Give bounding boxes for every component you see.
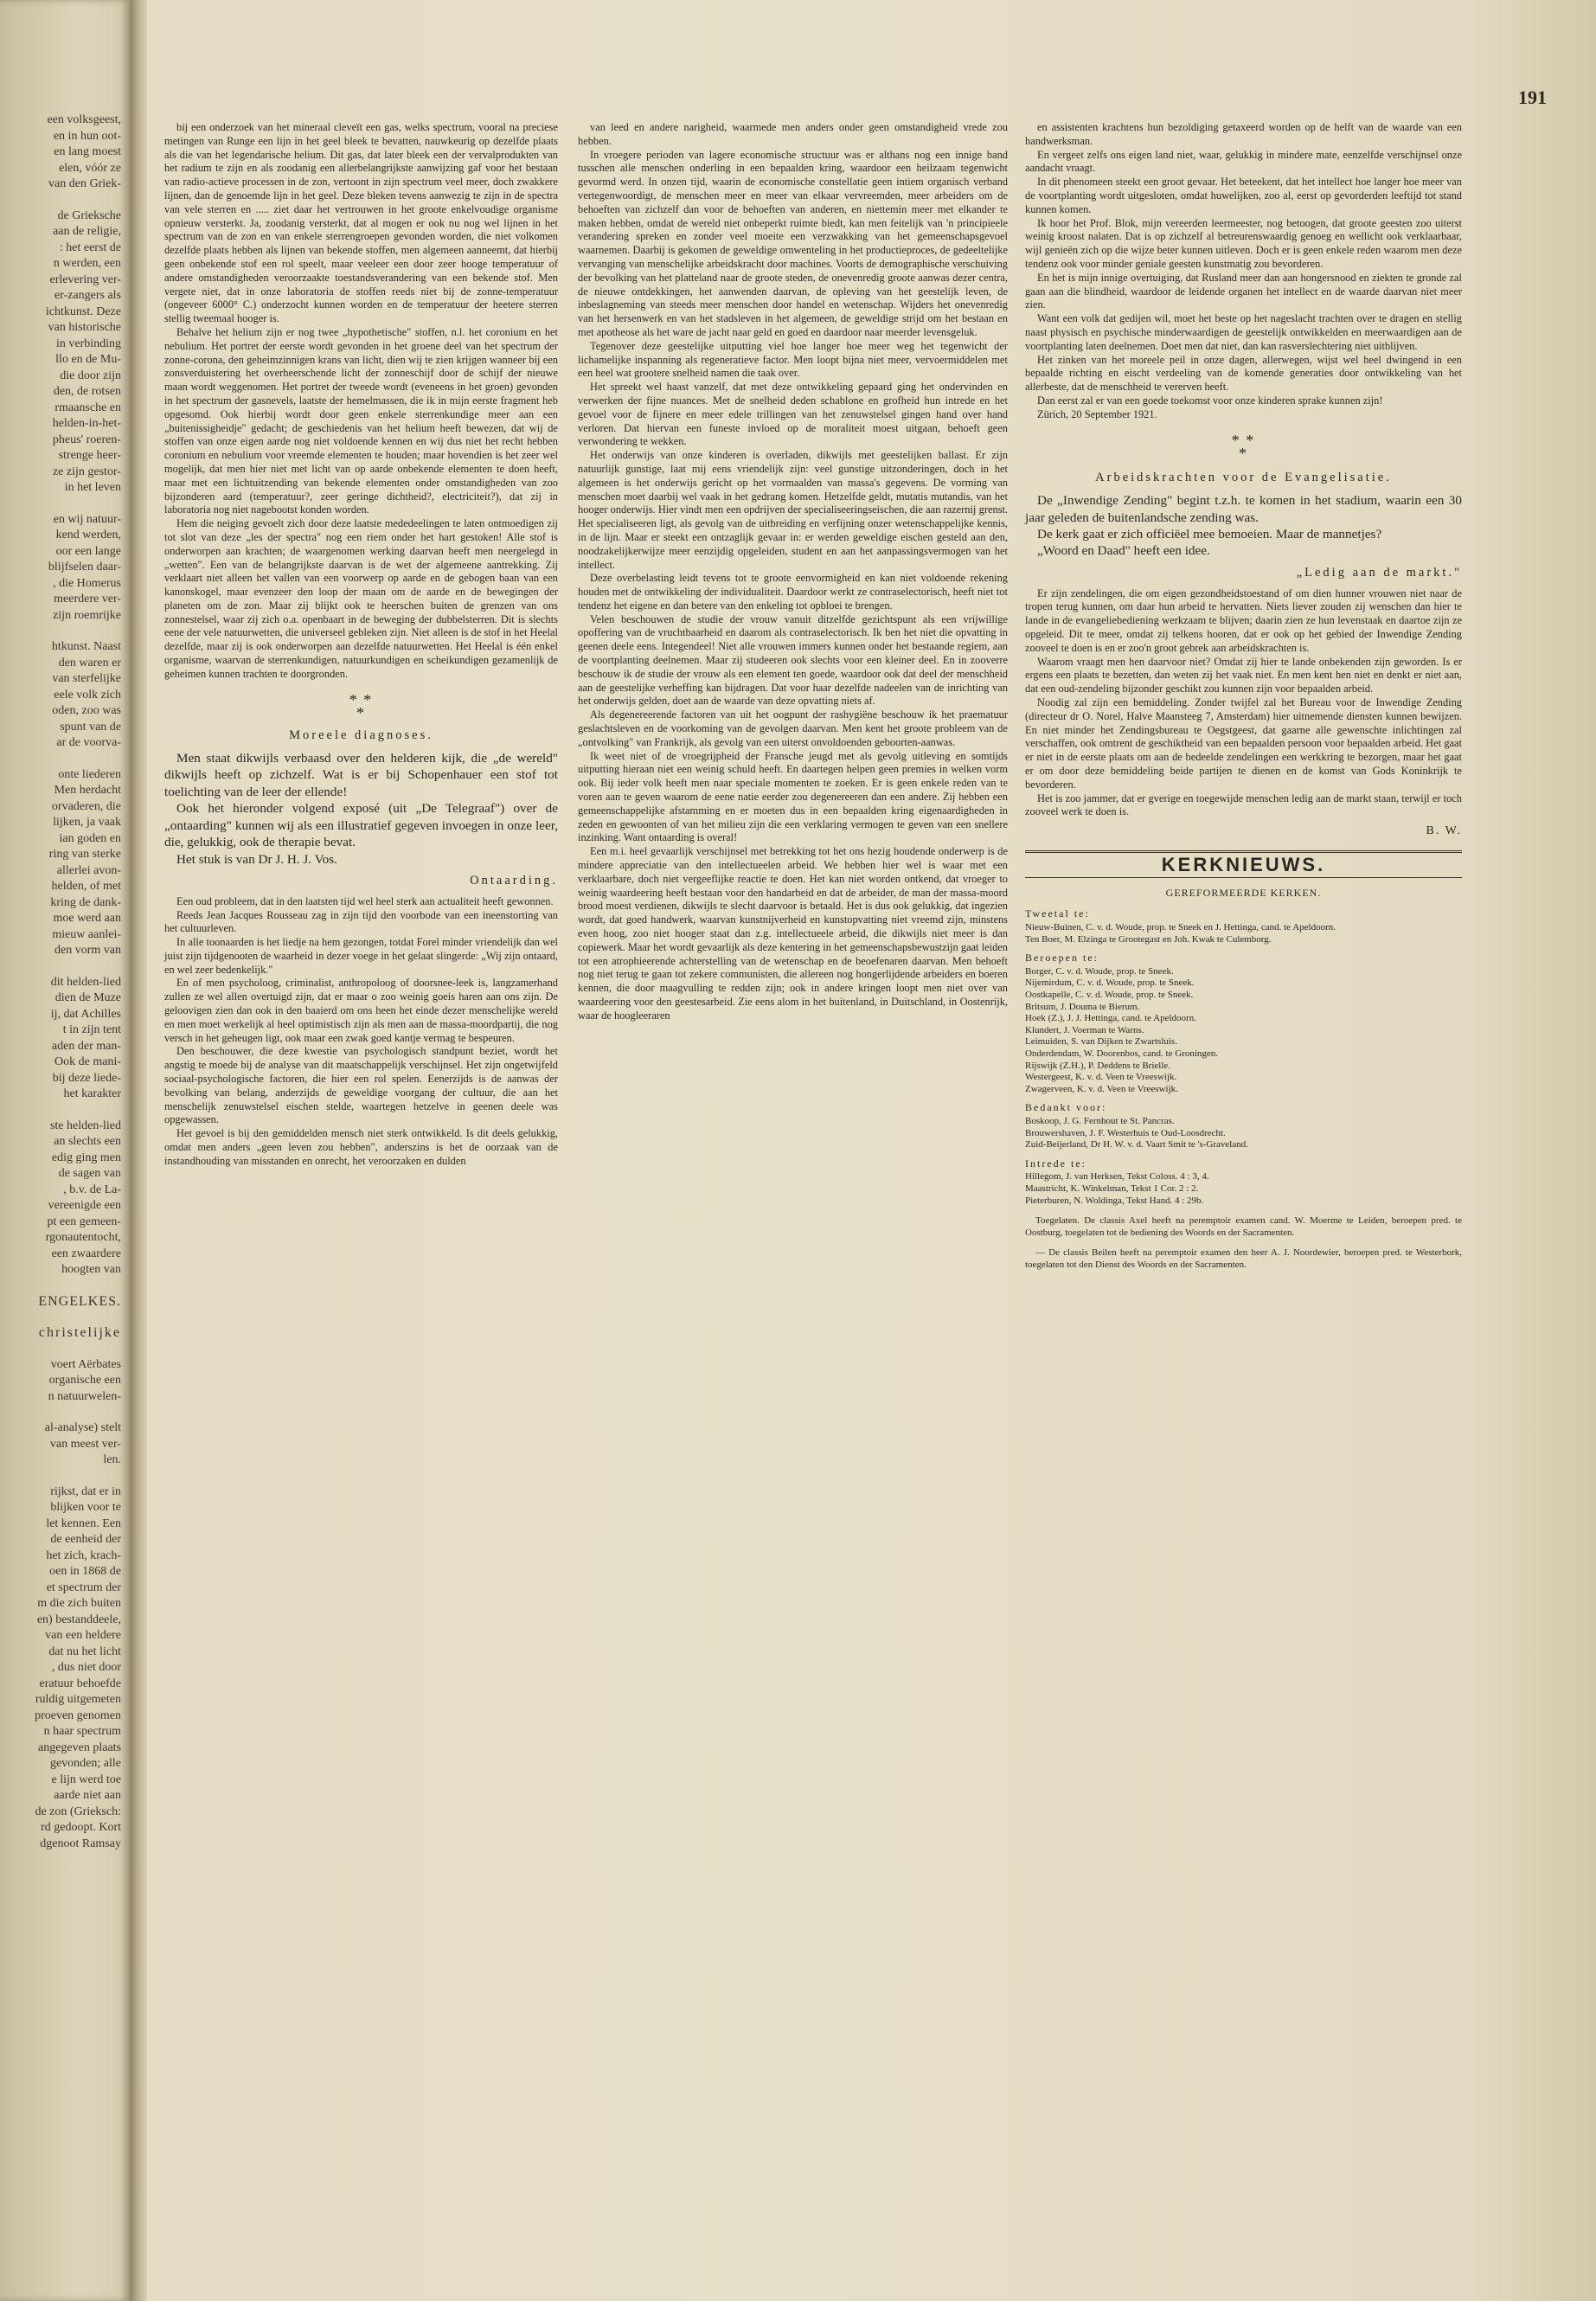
previous-page-line: rd gedoopt. Kort <box>41 1821 121 1834</box>
paragraph: Een oud probleem, dat in den laatsten tijd wel heel sterk aan actualiteit heeft gewonnen. <box>176 894 554 907</box>
listing-entry: Onderdendam, W. Doorenbos, cand. te Groningen. <box>1025 1048 1219 1060</box>
kerknieuws-note: Toegelaten. De classis Axel heeft na peremptoir examen cand. W. Moerme te Leiden, beroepen pred. te Oostburg, toegelaten tot de bediening des Woords en der Sacramenten. <box>1025 1215 1462 1238</box>
previous-page-line: een volksgeest, <box>47 113 121 126</box>
previous-page-line: rgonautentocht, <box>45 1231 121 1244</box>
paragraph: Velen beschouwen de studie der vrouw vanuit ditzelfde gezichtspunt als een vrijwillige opoffering van de vruchtbaarheid en daarom als contraselectorisch. Ik ben het niet die opvatting in geenen deele eens. Integendeel! Niet alle vrouwen immers kunnen onder het bestaande regiem, aan de voortplanting deelnemen. Maar zij studeeren ook slechts voor een kleiner deel. En in zooverre beschouw ik de studie der vrouw als een element ten goede, waardoor ook dat deel der menschheid aan de geestelijke verheffing kan bijdragen. Dat voor haar dezelfde nadeelen van de inrichting van het onderwijs gelden, doet aan de waarde van deze opvatting niets af. <box>578 612 1008 708</box>
listing-entry: Westergeest, K. v. d. Veen te Vreeswijk. <box>1025 1072 1177 1083</box>
paragraph: Het is zoo jammer, dat er gverige en toegewijde menschen ledig aan de markt staan, terwijl er toch zooveel werk te doen is. <box>1025 792 1462 818</box>
listing-entry: Hillegom, J. van Herksen, Tekst Coloss. 4 : 3, 4. <box>1025 1171 1209 1183</box>
previous-page-line: rmaansche en <box>54 401 121 414</box>
ledig-aan-de-markt-paragraphs <box>1025 587 1462 820</box>
previous-page-line: ruldig uitgemeten <box>35 1693 121 1706</box>
paragraph: En of men psycholoog, criminalist, anthropoloog of doorsnee-leek is, langzamerhand zullen ze wel allen overtuigd zijn, dat er maar o zoo weinig goeis haren aan ons zijn. De geloovigen zien dan ook in den baaierd om ons heen het einde dezer menschelijke wereld en men moet werkelijk al heel optimistisch zijn als men aan de massa-moordpartij, die nog versch in het geheugen ligt, ook maar een zwak goed kantje vermag te bespeuren. <box>164 977 558 1044</box>
listing-entry: Rijswijk (Z.H.), P. Deddens te Brielle. <box>1025 1060 1171 1071</box>
previous-page-edge <box>0 0 130 2301</box>
arbeidskrachten-intro-paragraphs <box>1025 492 1462 560</box>
section-separator: * * * <box>1231 431 1256 463</box>
paragraph: Hem die neiging gevoelt zich door deze laatste mededeelingen te laten ontmoedigen zij tot slot van deze „les der spectra" nog een riem onder het hart gestoken! Alle stof is onderworpen aan krachten; de waargenomen werking daarvan heeft men neergelegd in „wetten". Een van de belangrijkste daarvan is de wet der algemeene aantrekking. Zij verklaart niet alleen het vallen van een voorwerp op aarde en de gebogen baan van een kanonskogel, maar evenzeer den loop der maan om de aarde en de bewegingen der planeten om de zon. Maar zij blijkt ook te heerschen buiten de grenzen van ons zonnestelsel, waar zij zich o.a. openbaart in de beweging der dubbelsterren. Dit is slechts eene der vele natuurwetten, die universeel gebleken zijn. Niet alleen is de stof in het Heelal dezelfde, maar zij is ook onderworpen aan dezelfde natuurwetten. Het Heelal is één enkel organisme, waarvan de sterrenkundigen, natuurkundigen en scheikundigen gezamenlijk de geheimen kunnen trachten te doorgronden. <box>164 517 558 680</box>
previous-page-line: de zon (Grieksch: <box>35 1804 121 1818</box>
previous-page-line: ENGELKES. <box>38 1293 121 1309</box>
page-number: 191 <box>1518 87 1547 108</box>
section-rule <box>1025 850 1462 853</box>
previous-page-line: helden-in-het- <box>52 417 121 430</box>
paragraph: Ook het hieronder volgend exposé (uit „De Telegraaf") over de „ontaarding" kunnen wij als een illustratief gegeven invoegen in onze leer, die, gelukkig, ook de therapie bevat. <box>164 801 558 850</box>
listing-entry: Nijemirdum, C. v. d. Woude, prop. te Sneek. <box>1025 977 1195 989</box>
previous-page-line: an slechts een <box>54 1135 121 1148</box>
kerknieuws-notes <box>1025 1215 1462 1271</box>
previous-page-line: m die zich buiten <box>37 1597 121 1610</box>
previous-page-line: blijken voor te <box>50 1501 121 1514</box>
gereformeerde-kerken-subheading: GEREFORMEERDE KERKEN. <box>1165 886 1322 899</box>
ontaarding-continued-paragraphs <box>578 121 1008 1023</box>
paragraph: Het stuk is van Dr J. H. J. Vos. <box>176 851 337 867</box>
previous-page-line: al-analyse) stelt <box>44 1421 121 1434</box>
previous-page-line: angegeven plaats <box>37 1740 121 1754</box>
previous-page-line: lijken, ja vaak <box>53 816 121 829</box>
ontaarding-conclusion-paragraphs <box>1025 121 1462 408</box>
previous-page-line: blijfselen daar- <box>48 561 121 574</box>
previous-page-line: mieuw aanlei- <box>52 927 121 941</box>
previous-page-line: n werden, een <box>53 257 121 270</box>
previous-page-line: ar de voorva- <box>56 736 121 749</box>
paragraph: In vroegere perioden van lagere economische structuur was er althans nog een innige band tusschen alle menschen onderling in een bepaalden kring, waardoor een heilzaam tegenwicht gevormd werd. In onzen tijd, waarin de economische constellatie geen intiem organisch verband vertegenwoordigt, de menschen meer en meer van elkaar vervreemden, meer arbeiders om de behoeften van zichzelf dan voor de behoeften van anderen, en niettemin meer met elkander te maken hebben, omdat de wereld niet onbeperkt ruimte biedt, kan men feitelijk van 'n principieele verandering spreken en zonder veel moeite een verzwakking van het gemeenschapsgevoel waarnemen. Daarbij is gekomen de geweldige omwenteling in het productieproces, de gedeeltelijke vervanging van menschelijke arbeidskracht door machines. Voorts de demographische verschuiving der bevolking van het platteland naar de groote steden, de onevenredig groote aanwas dezer centra, de nieuwe ontdekkingen, het aanwenden daarvan, de opleving van het geestelijk leven, de inbeslagneming van steeds meer menschen door handel en wetenschap. Wijders het onevenredig van het hersenwerk en van het stadsleven in het algemeen, de geweldige strijd om het bestaan en met apotheose als het ware de jacht naar geld en goed en daardoor naar meerder levensgeluk. <box>578 148 1008 338</box>
paragraph: Het gevoel is bij den gemiddelden mensch niet sterk ontwikkeld. Is dit deels gelukkig, omdat men anders „geen leven zou hebben", anderszins is het de oorzaak van de instandhouding van misstanden en onrecht, het veroorzaken en dulden <box>164 1127 558 1167</box>
paragraph: Waarom vraagt men hen daarvoor niet? Omdat zij hier te lande onbekenden zijn geworden. Is er ergens een plaats te bezetten, dan weten zij het vaak niet. En men kent hen niet en denkt er niet aan, dat een oud-zendeling bijzonder geschikt zou kunnen zijn voor bepaalden arbeid. <box>1025 655 1462 695</box>
previous-page-line: het karakter <box>63 1087 121 1100</box>
previous-page-line: gevonden; alle <box>49 1757 121 1770</box>
previous-page-line: et spectrum der <box>46 1580 121 1594</box>
previous-page-line: , die Homerus <box>53 576 121 590</box>
previous-page-line: den, de rotsen <box>53 385 121 398</box>
ontaarding-heading: Ontaarding. <box>470 873 558 888</box>
paragraph: bij een onderzoek van het mineraal cleveït een gas, welks spectrum, vooral na preciese metingen van Runge een lijn in het geel bleek te bevatten, nauwkeurig op dezelfde plaats als die van het legendarische helium. Dit gas, dat later bleek een der vervalprodukten van het radium te zijn en als zoodanig een allerbelangrijkste aanwijzing gaf voor het bestaan van radio-actieve processen in de zon, vertoont in zijn spectrum veel meer, doch zwakkere lijnen, dan de genoemde lijn in het geel. Deze bleken tevens aanwezig te zijn in de spectra van vele sterren en ..... ziet daar het vertrouwen in het groote enkelvoudige organisme opnieuw versterkt. Ja, zoodanig versterkt, dat al mogen er ook nu nog wel lijnen in het spectrum van de zon en van enkele sterrengroepen gevonden worden, die niet volkomen dezelfde plaats hebben als lijnen van bekende stoffen, men algemeen aanneemt, dat hierbij geen onbekende stof een rol speelt, maar veeleer een door zeer hooge temperatuur of andere omstandigheden veroorzaakte toestandsverandering van een bekende stof. Men vergete niet, dat in onze laboratoria de stoffen reeds niet bij de zonne-temperatuur (ongeveer 6000° C.) onderzocht kunnen worden en de temperatuur der heetere sterren stellig tweemaal hooger is. <box>164 121 558 325</box>
paragraph: Behalve het helium zijn er nog twee „hypothetische" stoffen, n.l. het coronium en het nebulium. Het portret der eerste wordt gevonden in het groene deel van het spectrum der zonne-corona, den geheimzinnigen krans van licht, dien wij te zien krijgen wanneer bij een zonsverduistering het overheerschende licht der zonneschijf door de schijf der nieuwe maan wordt weggenomen. Het portret der tweede wordt (eveneens in het groen) gevonden in het spectrum der gasnevels, laatste der hemelmassen, die ik in mijn eerste fragment heb opgesomd. Ook hierbij wordt door geen enkele sterrenkundige meer aan een „buitenissigheidje" gedacht; de geschiedenis van het helium heeft bewezen, dat wij de stoffen van onze eigen aarde nog niet voldoende kennen en wij dus niet het recht hebben coronium en nebulium voor vreemde elementen te houden; maar hovendien is het zeer wel mogelijk, dat men hier niet met licht van op aarde onbekende elementen te doen heeft, maar met een lichtuitzending van bekende elementen onder omstandigheden van zoo bijzonderen aard (temperatuur?, zeer geringe dichtheid?, electriciteit?), dat zij in laboratoria nog niet nagebootst konden worden. <box>164 325 558 516</box>
previous-page-line: ichtkunst. Deze <box>45 304 121 318</box>
listing-entry: Britsum, J. Douma te Bierum. <box>1025 1001 1140 1012</box>
column-3 <box>1025 121 1462 1272</box>
previous-page-line: en lang moest <box>54 145 121 158</box>
previous-page-line: ste helden-lied <box>49 1118 121 1132</box>
previous-page-line: de Grieksche <box>57 208 121 222</box>
previous-page-line: elen, vóór ze <box>59 161 121 175</box>
previous-page-line: aarde niet aan <box>54 1789 121 1802</box>
listing-entry: Ten Boer, M. Elzinga te Grootegast en Joh. Kwak te Culemborg. <box>1025 933 1272 945</box>
paragraph: en assistenten krachtens hun bezoldiging getaxeerd worden op de helft van de waarde van een handwerksman. <box>1025 121 1462 147</box>
listing-group-title: Tweetal te: <box>1025 907 1090 920</box>
previous-page-line: e lijn werd toe <box>51 1772 121 1786</box>
previous-page-line: kring de dank- <box>50 895 121 909</box>
listing-entry: Zuid-Beijerland, Dr H. W. v. d. Vaart Smit te 's-Graveland. <box>1025 1139 1248 1150</box>
previous-page-line: proeven genomen <box>35 1708 121 1722</box>
previous-page-line: n haar spectrum <box>43 1725 121 1738</box>
previous-page-line: een zwaardere <box>51 1247 121 1260</box>
previous-page-line: helden, of met <box>51 880 121 893</box>
kerknieuws-listings <box>1025 908 1462 1207</box>
fragment-gap <box>0 497 121 512</box>
paragraph: „Woord en Daad" heeft een idee. <box>1037 543 1210 559</box>
column-1 <box>164 121 558 1169</box>
paragraph: Als degenereerende factoren van uit het oogpunt der rashygiëne beschouw ik het praematuur geslachtsleven en de voorkoming van de gevolgen daarvan. Men kent het groote probleem van de „ontvolking" van Frankrijk, als gevolg van een uiterst onvoldoenden geboorten-aanwas. <box>578 708 1008 748</box>
previous-page-line: , b.v. de La- <box>63 1183 121 1196</box>
previous-page-line: ring van sterke <box>48 848 121 861</box>
previous-page-line: erlevering ver- <box>49 272 121 286</box>
previous-page-line: eele volk zich <box>54 688 121 702</box>
paragraph: Het spreekt wel haast vanzelf, dat met deze ontwikkeling gepaard ging het ondervinden en verwerken der fijne nuances. Met de snelheid deden schablone en grofheid hun intrede en het gevoel voor de fijnere en meer edele trillingen van het zenuwstelsel gingen hand over hand verloren. Dat hiervan een funeste invloed op de moraliteit moest uitgaan, behoeft geen verwondering te wekken. <box>578 381 1008 448</box>
previous-page-line: aden der man- <box>51 1039 121 1053</box>
paragraph: Ik hoor het Prof. Blok, mijn vereerden leermeester, nog betoogen, dat groote geesten zoo uiterst weinig kroost nalaten. Dat is op zichzelf al betreurenswaardig genoeg en wellicht ook verklaarbaar, wijl genieën zich op die wijze beter kunnen uitleven. Doch er is geen enkele reden waarom men deze tendenz ook voor minder geniale geesten kunstmatig zou bevorderen. <box>1025 216 1462 270</box>
previous-page-line: er-zangers als <box>54 289 121 302</box>
previous-page-line: eratuur behoefde <box>39 1676 121 1690</box>
previous-page-line: en in hun oot- <box>53 129 121 143</box>
listing-entry: Maastricht, K. Winkelman, Tekst 1 Cor. 2 : 2. <box>1025 1183 1199 1194</box>
previous-page-line: voert Aërbates <box>50 1357 121 1371</box>
paragraph: Ik weet niet of de vroegrijpheid der Fransche jeugd met als gevolg uitleving en somtijds uitputting hieraan niet een weinig schuld heeft. En daartegen helpen geen premies in welken vorm ook. Bij ieder volk heeft men naar speciale momenten te zoeken. Er is geen enkele reden van te voren aan te geven waarom de eene natie eerder zou degenereeren dan een andere. Zij hebben een gemeenschappelijke afstamming en er moeten dus in een bepaalden kring eigenaardigheden in zeden en gewoonten of van het milieu zijn die een verklaring vermogen te geven van een snellere inzinking. Want ontaarding is overal! <box>578 749 1008 844</box>
listing-entry: Leimuiden, S. van Dijken te Zwartsluis. <box>1025 1036 1177 1048</box>
previous-page-line: llo en de Mu- <box>55 353 121 366</box>
ontaarding-paragraphs <box>164 895 558 1169</box>
previous-page-line: van sterfelijke <box>52 672 121 685</box>
paragraph: Deze overbelasting leidt tevens tot te groote eenvormigheid en kan niet voldoende rekening houden met de ontwikkeling der individualiteit. Daardoor werkt ze contraselectorisch, heeft niet tot tendenz het eigene en dan betere van den enkeling tot opbloei te brengen. <box>578 572 1008 612</box>
paragraph: Het onderwijs van onze kinderen is overladen, dikwijls met geestelijken ballast. Er zijn natuurlijk gunstige, laat mij eens vriendelijk zijn: veel gunstige uitzonderingen, doch in het algemeen is het onderwijs gericht op het vormaalden van massa's gegevens. De vorming van menschen moet daarbij wel vaak in het gedrang komen. Hetzelfde geldt, mutatis mutandis, van het hooger onderwijs. Hier vindt men een opdrijven der specialiseeringseischen, die aan razernij grenst. Het specialiseeren ligt, als gevolg van de uitbreiding en verfijning onzer wetenschappelijke kennis, in de lijn. Maar er steekt een ontzaglijk gevaar in: er werden geweldige eischen gesteld aan den, noodzakelijkerwijze meer eenzijdig opgeleiden, student en aan het aanpassingsvermogen van het intellect. <box>578 449 1008 571</box>
previous-page-line: en) bestanddeele, <box>36 1612 121 1626</box>
previous-page-line: strenge heer- <box>58 449 121 462</box>
listing-group-title: Beroepen te: <box>1025 952 1099 965</box>
listing-entry: Nieuw-Buinen, C. v. d. Woude, prop. te Sneek en J. Hettinga, cand. te Apeldoorn. <box>1025 922 1336 933</box>
fragment-gap <box>0 624 121 639</box>
previous-page-line: aan de religie, <box>53 225 121 238</box>
author-signature: B. W. <box>1426 824 1462 838</box>
previous-page-line: htkunst. Naast <box>51 640 121 653</box>
paragraph: van leed en andere narigheid, waarmede men anders onder geen omstandigheid vrede zou hebben. <box>578 121 1008 147</box>
previous-page-line: in het leven <box>64 481 121 494</box>
previous-page-line: oor een lange <box>55 544 121 558</box>
listing-entry: Borger, C. v. d. Woude, prop. te Sneek. <box>1025 965 1174 977</box>
listing-group-title: Intrede te: <box>1025 1157 1086 1170</box>
previous-page-line: de eenheid der <box>50 1533 121 1546</box>
previous-page-line: rijkst, dat er in <box>50 1484 121 1498</box>
previous-page-line: van den Griek- <box>48 177 121 190</box>
previous-page-line: Ook de mani- <box>54 1055 121 1068</box>
listing-entry: Oostkapelle, C. v. d. Woude, prop. te Sneek. <box>1025 990 1194 1001</box>
previous-page-line: oden, zoo was <box>52 704 121 717</box>
previous-page-line: dien de Muze <box>54 991 121 1004</box>
arbeidskrachten-heading: Arbeidskrachten voor de Evangelisatie. <box>1095 471 1392 485</box>
fragment-gap <box>0 1279 121 1294</box>
previous-page-line: het zich, krach- <box>46 1548 121 1562</box>
previous-page-line: zijn roemrijke <box>53 608 121 622</box>
fragment-gap <box>0 752 121 767</box>
paragraph: De „Inwendige Zending" begint t.z.h. te komen in het stadium, waarin een 30 jaar geleden de buitenlandsche zending was. <box>1025 493 1462 525</box>
listing-entry: Klundert, J. Voerman te Warns. <box>1025 1024 1144 1035</box>
paragraph: Tegenover deze geestelijke uitputting viel hoe langer hoe meer weg het tegenwicht der lichamelijke inspanning als regeneratieve factor. Men loopt bijna niet meer, vervoermiddelen met een heel wat grootere snelheid namen die taak over. <box>578 339 1008 380</box>
fragment-gap <box>0 959 121 975</box>
dateline: Zürich, 20 September 1921. <box>1037 407 1157 420</box>
fragment-gap <box>0 1405 121 1420</box>
previous-page-line: dit helden-lied <box>50 975 121 989</box>
listing-entry: Pieterburen, N. Woldinga, Tekst Hand. 4 : 29b. <box>1025 1195 1204 1206</box>
previous-page-line: : het eerst de <box>59 240 121 254</box>
paragraph: Noodig zal zijn een bemiddeling. Zonder twijfel zal het Bureau voor de Inwendige Zending (directeur dr O. Norel, Halve Maansteeg 7, Amsterdam) hier uitnemende diensten kunnen bewijzen. En niet minder het Zendingsbureau te Oegstgeest, dat gaarne alle gewenschte inlichtingen zal verschaffen, ook omtrent de geschiktheid van een bepaalden persoon voor bepaalden arbeid. Het gaat er niet in de eerste plaats om aan de bedeelde zendelingen een werkkring te bezorgen, maar het gaat er om door deze bemiddeling beide partijen te dienen en de komst van Gods Koninkrijk te bevorderen. <box>1025 695 1462 791</box>
column-2 <box>578 121 1008 1023</box>
previous-page-line: organische een <box>48 1374 121 1387</box>
previous-page-line: edig ging men <box>51 1150 121 1164</box>
previous-page-line: dat nu het licht <box>48 1644 121 1658</box>
paragraph: De kerk gaat er zich officiëel mee bemoeien. Maar de mannetjes? <box>1037 526 1382 542</box>
listing-entry: Zwagerveen, K. v. d. Veen te Vreeswijk. <box>1025 1083 1178 1094</box>
paragraph: In alle toonaarden is het liedje na hem gezongen, totdat Forel minder vriendelijk dan wel juist zijn tijdgenooten de waarheid in dezer voege in het gelaat slingerde: „Wij zijn ontaard, en wel zeer bedenkelijk." <box>164 936 558 976</box>
section-separator: * * * <box>349 690 374 722</box>
previous-page-line: let kennen. Een <box>46 1516 121 1530</box>
fragment-gap <box>0 1310 121 1325</box>
previous-page-line: christelijke <box>38 1325 121 1340</box>
previous-page-line: oen in 1868 de <box>49 1565 121 1578</box>
paragraph: In dit phenomeen steekt een groot gevaar. Het beteekent, dat het intellect hoe langer hoe meer van de voortplanting wordt uitgesloten, omdat huwelijken, zoo al, eerst op gevorderden leeftijd tot stand kunnen komen. <box>1025 176 1462 215</box>
previous-page-line: dgenoot Ramsay <box>40 1836 121 1850</box>
previous-page-line: in verbinding <box>55 336 121 350</box>
listing-group-title: Bedankt voor: <box>1025 1101 1107 1114</box>
fragment-gap <box>0 1342 121 1357</box>
paragraph: Reeds Jean Jacques Rousseau zag in zijn tijd den voorbode van een ineenstorting van het cultuurleven. <box>164 908 558 935</box>
previous-page-line: den waren er <box>58 656 121 670</box>
kerknieuws-title: KERKNIEUWS. <box>1161 853 1326 875</box>
listing-entry: Hoek (Z.), J. J. Hettinga, cand. te Apeldoorn. <box>1025 1013 1196 1024</box>
previous-page-line: n natuurwelen- <box>48 1389 121 1403</box>
previous-page-line: den vorm van <box>54 944 121 957</box>
previous-page-line: pt een gemeen- <box>47 1215 121 1228</box>
fragment-gap <box>0 1469 121 1484</box>
previous-page-line: van historische <box>48 321 121 334</box>
ledig-aan-de-markt-heading: „Ledig aan de markt." <box>1296 565 1462 580</box>
previous-page-line: vereenigde een <box>48 1199 121 1212</box>
previous-page-column <box>0 112 121 1852</box>
previous-page-line: orvaderen, die <box>51 799 121 813</box>
moreele-intro-paragraphs <box>164 750 558 868</box>
paragraph: En vergeet zelfs ons eigen land niet, waar, gelukkig in mindere mate, eenzelfde verschijnsel onze aandacht vraagt. <box>1025 148 1462 175</box>
paragraph: Een m.i. heel gevaarlijk verschijnsel met betrekking tot het ons hezig houdende onderwerp is de mindere appreciatie van den intellectueelen arbeid. We hebben hier wel is waar met een verklaarbare, doch niet vergeeflijke reactie te doen. Het kan niet worden ontkend, dat vroeger to weinig waardeering heeft bestaan voor den handarbeid en dat de arbeider, de man der massa-moord brood moest verdienen, dikwijls te slecht daarvoor is betaald. Het is dus ook gelukkig, dat ingezien wordt, dat goed handwerk, waarvan kunstnijverheid en kunstopvatting niet vreemd zijn, minstens even hoog, zoo niet hooger staat dan z.g. intellectueele arbeid, die dikwijls niet meer is dan copiewerk. Maar het wordt gevaarlijk als deze kentering in het gemeenschapsbewustzijn gaat leiden tot een atrophieerende achterstelling van de wetenschap en de beoefenaren daarvan. Men behoeft nog niet terug te gaan tot zekere communisten, die allereen nog hongerlijdende arbeiders en boeren kennen, die door maagvulling te redden zijn; ook in andere kringen loopt men niet over van waardeering voor den geestesarbeid. Zie eens alom in het buitenland, in Duitschland, in Oostenrijk, waar de hoogleeraren <box>578 845 1008 1022</box>
paragraph: Want een volk dat gedijen wil, moet het beste op het nageslacht trachten over te dragen en stellig naast physisch en psychische minderwaardigen de geestelijk ontwikkelden en meerwaardigen aan de voortplanting laten deelnemen. Doet men dat niet, dan kan rasverslechtering niet uitblijven. <box>1025 312 1462 352</box>
fragment-gap <box>0 1103 121 1118</box>
previous-page-line: len. <box>103 1453 121 1466</box>
paragraph: Het zinken van het moreele peil in onze dagen, allerwegen, wijst wel heel dwingend in een bepaalde richting en eischt verdeeling van de komende generaties door ontwikkeling van het allerbeste, dat de menschheid te vererven heeft. <box>1025 353 1462 394</box>
previous-page-line: ij, dat Achilles <box>50 1007 121 1021</box>
paragraph: Men staat dikwijls verbaasd over den helderen kijk, die „de wereld" dikwijls heeft op zichzelf. Wat is er bij Schopenhauer een stof tot toelichting van de leer der ellende! <box>164 751 558 799</box>
paragraph: Dan eerst zal er van een goede toekomst voor onze kinderen sprake kunnen zijn! <box>1037 394 1383 407</box>
previous-page-line: Men herdacht <box>54 784 121 797</box>
previous-page-line: bij deze liede- <box>52 1071 121 1085</box>
previous-page-line: die door zijn <box>60 369 121 382</box>
section-rule <box>1025 877 1462 878</box>
paragraph: Er zijn zendelingen, die om eigen gezondheidstoestand of om dien hunner vrouwen niet naar de tropen terug kunnen, om daar hun arbeid te hervatten. Niets liever zouden zij wenschen dan hier te lande in de evangeliebediening werkzaam te blijven; daarin zien ze hun levenstaak en daartoe zijn ze opgeleid. Dit te meer, omdat zij telkens hooren, dat er ook op het gebied der Inwendige Zending zooveel te doen is en er zoo'n groot gebrek aan arbeidskrachten is. <box>1025 586 1462 654</box>
previous-page-line: ian goden en <box>59 831 121 845</box>
previous-page-line: allerlei avon- <box>56 863 121 877</box>
previous-page-line: moe werd aan <box>53 912 121 925</box>
paragraph: Den beschouwer, die deze kwestie van psychologisch standpunt beziet, wordt het angstig te moede bij de analyse van dit maatschappelijk verschijnsel. Het zijn ongetwijfeld sociaal-psychologische factoren, die hier een rol spelen. Eenerzijds is de aanwas der bevolking van belang, anderzijds de geweldige voorgang der cultuur, die aan het menschelijk zenuwstelsel eischen stelde, waartegen hetzelve in geenen deele was opgewassen. <box>164 1045 558 1126</box>
previous-page-line: en wij natuur- <box>53 512 121 526</box>
previous-page-line: , dus niet door <box>51 1661 121 1674</box>
previous-page-line: ze zijn gestor- <box>52 465 121 478</box>
listing-entry: Brouwershaven, J. F. Westerhuis te Oud-Loosdrecht. <box>1025 1127 1226 1138</box>
previous-page-line: van een heldere <box>45 1629 121 1642</box>
listing-entry: Boskoop, J. G. Fernhout te St. Pancras. <box>1025 1115 1175 1126</box>
paragraph: En het is mijn innige overtuiging, dat Rusland meer dan aan hongersnood en ziekten te gronde zal gaan aan die blindheid, waardoor de leidende organen het intellect en de waarde daarvan niet meer zien. <box>1025 271 1462 311</box>
previous-page-line: de sagen van <box>58 1167 121 1180</box>
kerknieuws-note: — De classis Beilen heeft na peremptoir examen den heer A. J. Noordewier, beroepen pred. te Westerbork, toegelaten tot den Dienst des Woords en der Sacramenten. <box>1025 1247 1462 1270</box>
previous-page-line: pheus' roeren- <box>52 433 121 446</box>
previous-page-line: spunt van de <box>60 720 121 734</box>
previous-page-line: t in zijn tent <box>62 1023 121 1036</box>
helium-article-paragraphs <box>164 121 558 682</box>
previous-page-line: onte liederen <box>58 767 121 781</box>
binding-gutter <box>130 0 147 2301</box>
fragment-gap <box>0 193 121 208</box>
previous-page-line: meerdere ver- <box>54 593 121 606</box>
moreele-diagnoses-heading: Moreele diagnoses. <box>289 728 433 743</box>
previous-page-line: kend werden, <box>55 529 121 542</box>
previous-page-line: van meest ver- <box>49 1437 121 1451</box>
previous-page-line: hoogten van <box>61 1263 121 1276</box>
